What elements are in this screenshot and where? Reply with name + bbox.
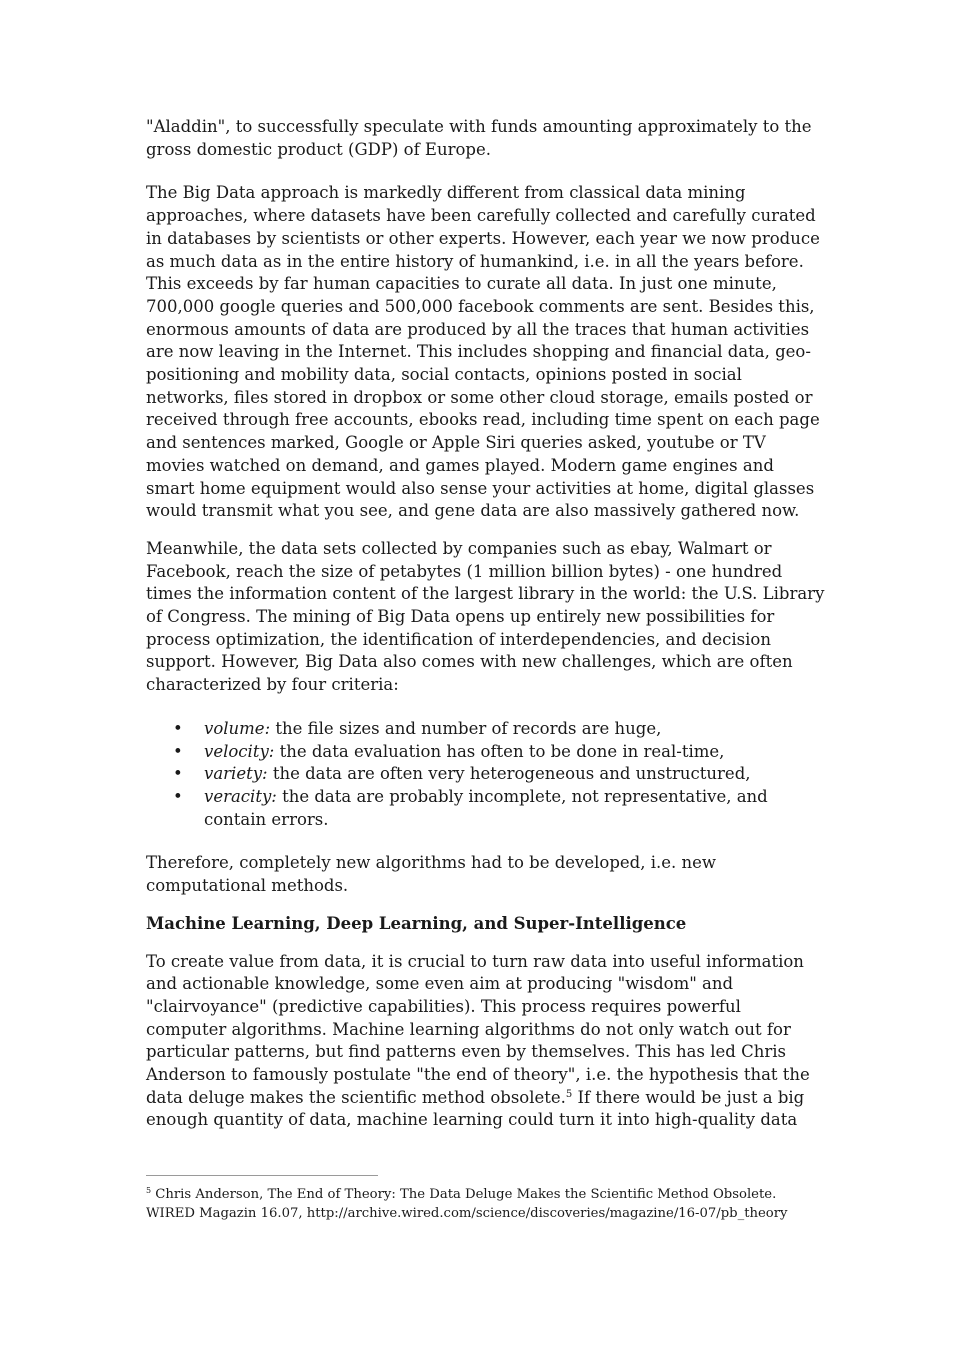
list-item — [173, 718, 826, 741]
criterion-text: the data are probably incomplete, not representative, and contain errors. — [204, 786, 768, 829]
document-body — [146, 116, 826, 1132]
criterion-text: the data evaluation has often to be done in real-time, — [274, 741, 725, 761]
bullet-icon: • — [173, 764, 183, 784]
criterion-text: the data are often very heterogeneous and unstructured, — [267, 764, 751, 784]
list-item — [173, 741, 826, 764]
footnote-reference[interactable]: 5 — [565, 1088, 573, 1100]
criteria-list — [146, 718, 826, 832]
criterion-text: the file sizes and number of records are huge, — [270, 718, 662, 738]
paragraph-big-data-approach: The Big Data approach is markedly different from classical data mining approaches, where datasets have been carefully collected and carefully curated in databases by scientists or other experts. However, each year we now produce as much data as in the entire history of humankind, i.e. in all the years before. This exceeds by far human capacities to curate all data. In just one minute, 700,000 google queries and 500,000 facebook comments are sent. Besides this, enormous amounts of data are produced by all the traces that human activities are now leaving in the Internet. This includes shopping and financial data, geo-positioning and mobility data, social contacts, opinions posted in social networks, files stored in dropbox or some other cloud storage, emails posted or received through free accounts, ebooks read, including time spent on each page and sentences marked, Google or Apple Siri queries asked, youtube or TV movies watched on demand, and games played. Modern game engines and smart home equipment would also sense your activities at home, digital glasses would transmit what you see, and gene data are also massively gathered now. — [146, 183, 820, 521]
footnote-divider — [146, 1175, 378, 1176]
bullet-icon: • — [173, 741, 183, 761]
criterion-term: veracity: — [204, 786, 277, 806]
paragraph-data-sets: Meanwhile, the data sets collected by companies such as ebay, Walmart or Facebook, reach the size of petabytes (1 million billion bytes) - one hundred times the information content of the largest library in the world: the U.S. Library of Congress. The mining of Big Data opens up entirely new possibilities for process optimization, the identification of interdependencies, and decision support. However, Big Data also comes with new challenges, which are often characterized by four criteria: — [146, 538, 825, 695]
paragraph-create-value — [146, 951, 826, 1133]
paragraph-new-algorithms: Therefore, completely new algorithms had to be developed, i.e. new computational methods. — [146, 853, 716, 896]
criterion-term: variety: — [204, 764, 268, 784]
bullet-icon: • — [173, 786, 183, 806]
bullet-icon: • — [173, 718, 183, 738]
list-item — [173, 763, 826, 786]
footnote-text: Chris Anderson, The End of Theory: The Data Deluge Makes the Scientific Method Obsolete. WIRED Magazin 16.07, http://archive.wired.com/science/discoveries/magazine/16-07/pb_theory — [146, 1187, 788, 1221]
paragraph-aladdin: "Aladdin", to successfully speculate with funds amounting approximately to the gross domestic product (GDP) of Europe. — [146, 117, 812, 159]
paragraph-text: To create value from data, it is crucial to turn raw data into useful information and actionable knowledge, some even aim at producing "wisdom" and "clairvoyance" (predictive capabilities). This process requires powerful computer algorithms. Machine learning algorithms do not only watch out for particular patterns, but find patterns even by themselves. This has led Chris Anderson to famously postulate "the end of theory", i.e. the hypothesis that the data deluge makes the scientific method obsolete. — [146, 951, 810, 1107]
list-item — [173, 786, 826, 831]
footnote — [146, 1186, 826, 1223]
criterion-term: velocity: — [204, 741, 275, 761]
section-heading: Machine Learning, Deep Learning, and Super-Intelligence — [146, 913, 687, 933]
criterion-term: volume: — [204, 718, 271, 738]
paragraph-text-continued: If there would be just a big enough quantity of data, machine learning could turn it into high-quality data — [146, 1087, 805, 1130]
footnote-number: 5 — [146, 1186, 152, 1195]
